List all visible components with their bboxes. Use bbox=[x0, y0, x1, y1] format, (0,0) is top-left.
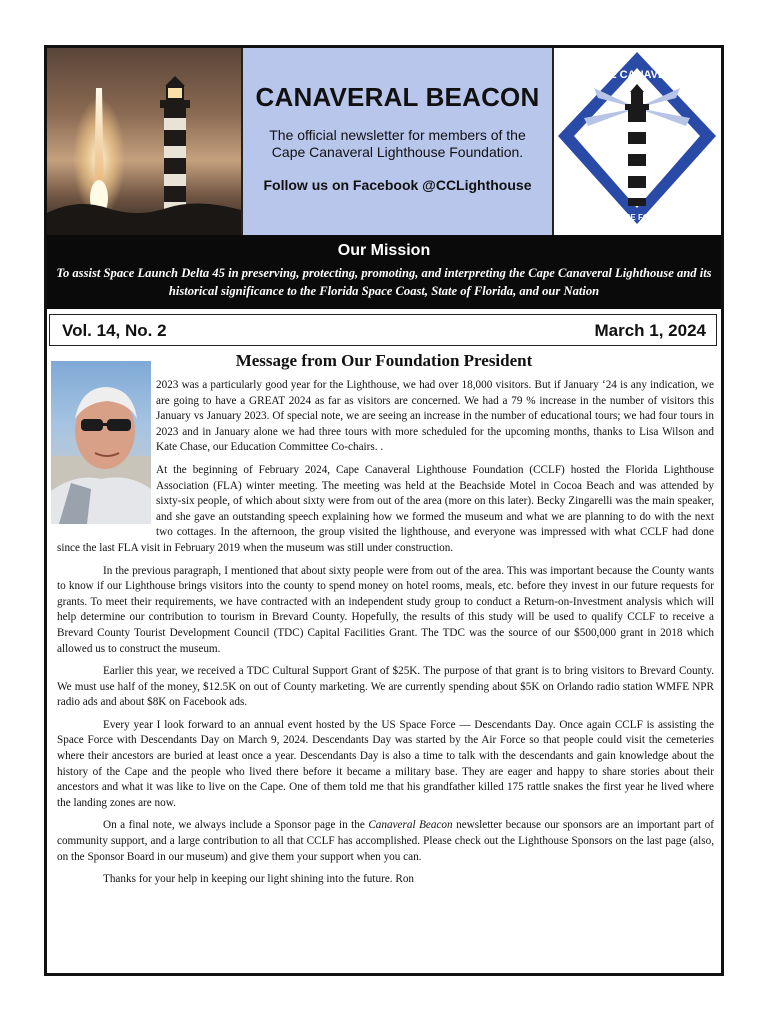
issue-volume: Vol. 14, No. 2 bbox=[62, 321, 167, 340]
masthead bbox=[241, 48, 554, 235]
article-paragraph: Earlier this year, we received a TDC Cultural Support Grant of $25K. The purpose of that grant is to bring visitors to Brevard County. We must use half of the money, $12.5K on out of County marketing. We are currently spending about $5K on Orlando radio station WMFE NPR radio ads and about $8K on Facebook ads. bbox=[57, 665, 714, 709]
newsletter-title: CANAVERAL BEACON bbox=[255, 82, 540, 112]
mission-heading: Our Mission bbox=[337, 242, 431, 259]
article-paragraph: Every year I look forward to an annual event hosted by the US Space Force — Descendants Day. Once again CCLF is assisting the Space Force with Descendants Day on March 9, 2024. Descendants Day was started by the Air Force so that people could visit the cemeteries where their ancestors are buried at least once a year. Descendants Day is also a time to talk with the descendants and gain knowledge about the history of the Cape and the people who lived there before it became a military base. They are eager and happy to share stories about their ancestors and what it was like to live on the Cape. One of them told me that his grandfather killed 175 rattle snakes the first year he lived where the landing zones are now. bbox=[57, 718, 714, 809]
article-paragraph: 2023 was a particularly good year for the Lighthouse, we had over 18,000 visitors. But if January ‘24 is any indication, we are going to have a GREAT 2024 as far as visitors are concerned. We had a 79 % increase in the number of visitors this January vs January 2023. Of special note, we are seeing an increase in the number of educational tours; we had four tours in 2023 and in January alone we had three tours with more scheduled for the upcoming months, thanks to Lisa Wilson and Kate Chase, our Education Committee Co-chairs. . bbox=[156, 379, 714, 454]
article-body bbox=[57, 378, 714, 895]
facebook-follow-link[interactable]: Follow us on Facebook @CCLighthouse bbox=[263, 177, 532, 193]
newsletter-subtitle: The official newsletter for members of the Cape Canaveral Lighthouse Foundation. bbox=[269, 127, 526, 160]
closing-line: Thanks for your help in keeping our light shining into the future. Ron bbox=[103, 873, 415, 886]
sponsor-text-before: On a final note, we always include a Sponsor page in the bbox=[103, 819, 369, 832]
mission-banner bbox=[47, 235, 721, 309]
sponsor-text-after: newsletter because our sponsors are an important part of community support, and a large contribution to all that CCLF has accomplished. Please check out the Lighthouse Sponsors on the last page (also, on the Sponsor Board in our museum) and give them your support when you can. bbox=[57, 819, 714, 863]
article-title: Message from Our Foundation President bbox=[235, 351, 533, 370]
foundation-logo-icon bbox=[554, 48, 721, 235]
issue-bar bbox=[49, 314, 717, 346]
portrait-spacer bbox=[57, 378, 156, 528]
lighthouse-launch-photo bbox=[47, 48, 241, 235]
article-paragraph: In the previous paragraph, I mentioned that about sixty people were from out of the area. This was important because the County wants to know if our Lighthouse brings visitors into the county to spend money on hotel rooms, meals, etc. before they invest in our future requests for grants. To meet their requirements, we have contracted with an independent study group to conduct a Return-on-Investment analysis which will help determine our contribution to tourism in Brevard County. Hopefully, the results of this study will be used to qualify CCLF to receive a Brevard County Tourist Development Council (TDC) Capital Facilities Grant. The TDC was the source of our $500,000 grant in 2018 which allowed us to construct the museum. bbox=[57, 564, 714, 655]
logo-bottom-text: LIGHTHOUSE FOUNDATION bbox=[583, 213, 691, 222]
mission-text: To assist Space Launch Delta 45 in preserving, protecting, promoting, and interpreting the Cape Canaveral Lighthouse and its historical significance to the Florida Space Coast, State of Florida, and our Nation bbox=[56, 266, 712, 298]
article-paragraph: At the beginning of February 2024, Cape Canaveral Lighthouse Foundation (CCLF) hosted the Florida Lighthouse Association (FLA) winter meeting. The meeting was held at the Beachside Motel in Cocoa Beach and was attended by sixty-six people, of which about sixty were from out of the area (more on this later). Becky Zingarelli was the main speaker, and she gave an outstanding speech explaining how we formed the museum and what we are planning to do with the next two cottages. In the afternoon, the group visited the lighthouse, and everyone was impressed with what CCLF had done since the last FLA visit in February 2019 when the museum was still under construction. bbox=[57, 463, 714, 554]
issue-date: March 1, 2024 bbox=[594, 321, 706, 340]
foundation-logo bbox=[554, 48, 721, 235]
article-paragraph-sponsors bbox=[57, 818, 714, 865]
launch-photo-art bbox=[47, 48, 241, 235]
newsletter-name-italic: Canaveral Beacon bbox=[368, 819, 453, 832]
newsletter-header bbox=[47, 48, 721, 235]
logo-top-text: CAPE CANAVERAL bbox=[586, 69, 688, 81]
newsletter-page bbox=[44, 45, 724, 976]
